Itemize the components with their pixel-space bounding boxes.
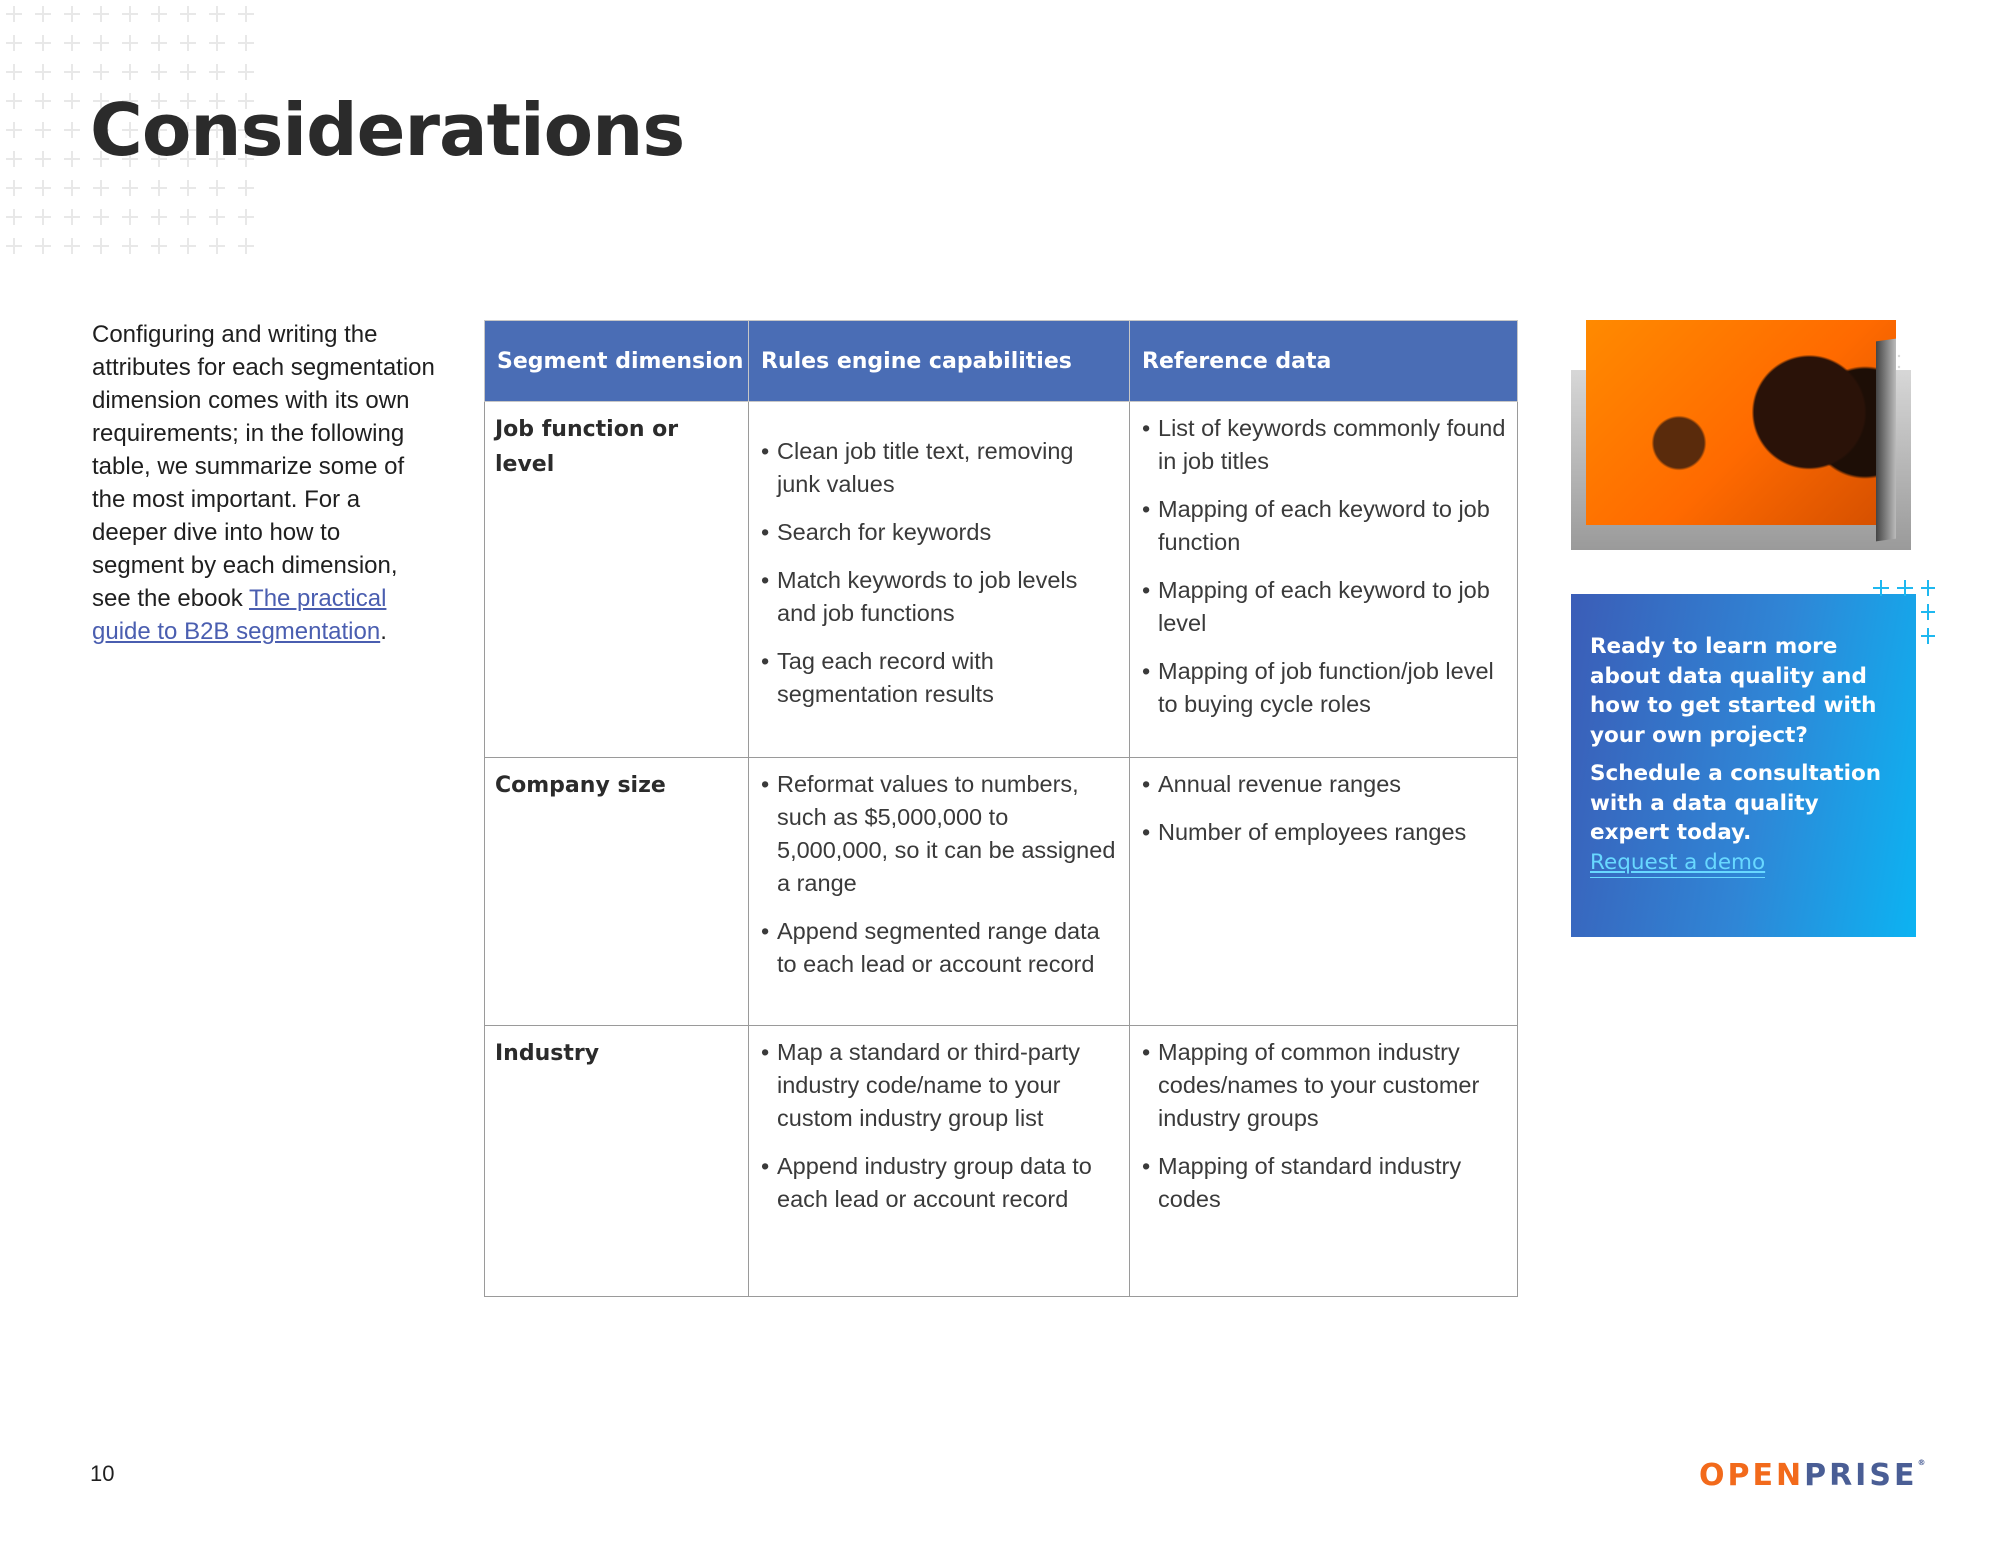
cta-heading: Ready to learn more about data quality and how to get started with your own project? bbox=[1590, 634, 1877, 748]
row-capabilities bbox=[749, 758, 1130, 1026]
list-item: • Annual revenue ranges bbox=[1140, 768, 1507, 801]
list-item: • Mapping of each keyword to job level bbox=[1140, 574, 1507, 640]
intro-paragraph bbox=[92, 318, 437, 648]
row-dimension: Company size bbox=[485, 758, 749, 1026]
plus-mark bbox=[6, 6, 22, 22]
plus-mark bbox=[35, 35, 51, 51]
plus-mark bbox=[151, 35, 167, 51]
plus-mark bbox=[209, 180, 225, 196]
page-number: 10 bbox=[90, 1461, 115, 1486]
row-dimension: Job function or level bbox=[485, 402, 749, 758]
photo-frame-edge bbox=[1876, 339, 1896, 542]
plus-mark bbox=[64, 209, 80, 225]
plus-mark bbox=[151, 238, 167, 254]
plus-mark bbox=[180, 180, 196, 196]
plus-mark bbox=[93, 238, 109, 254]
plus-mark bbox=[238, 180, 254, 196]
cta-plus-decoration bbox=[1865, 576, 1935, 646]
list-item: • Append segmented range data to each lead or account record bbox=[759, 915, 1119, 981]
list-item: • Clean job title text, removing junk values bbox=[759, 435, 1119, 501]
logo-registered-mark: ® bbox=[1917, 1458, 1929, 1467]
table-row bbox=[485, 1026, 1518, 1297]
intro-trailing: . bbox=[380, 618, 387, 645]
list-item: • Mapping of standard industry codes bbox=[1140, 1150, 1507, 1216]
row-reference bbox=[1130, 402, 1518, 758]
logo-part-prise: PRISE bbox=[1804, 1458, 1918, 1493]
plus-mark bbox=[93, 6, 109, 22]
list-item: • Search for keywords bbox=[759, 516, 1119, 549]
plus-mark bbox=[238, 238, 254, 254]
plus-mark bbox=[6, 64, 22, 80]
table-row bbox=[485, 758, 1518, 1026]
openprise-logo bbox=[1699, 1458, 1928, 1493]
page-title: Considerations bbox=[90, 88, 685, 172]
plus-mark bbox=[93, 64, 109, 80]
list-item: • Match keywords to job levels and job functions bbox=[759, 564, 1119, 630]
plus-mark bbox=[93, 180, 109, 196]
plus-mark bbox=[180, 209, 196, 225]
plus-mark bbox=[122, 35, 138, 51]
plus-mark bbox=[6, 93, 22, 109]
plus-mark bbox=[64, 64, 80, 80]
ebook-link[interactable]: The practical guide to B2B segmentation bbox=[92, 585, 387, 645]
table-row bbox=[485, 402, 1518, 758]
request-demo-link[interactable]: Request a demo bbox=[1590, 849, 1765, 878]
plus-mark bbox=[209, 35, 225, 51]
plus-mark bbox=[35, 6, 51, 22]
plus-mark bbox=[64, 180, 80, 196]
plus-mark bbox=[180, 35, 196, 51]
plus-mark bbox=[6, 209, 22, 225]
plus-mark bbox=[35, 238, 51, 254]
plus-mark bbox=[238, 209, 254, 225]
plus-mark bbox=[238, 64, 254, 80]
plus-mark bbox=[180, 238, 196, 254]
list-item: • Mapping of each keyword to job function bbox=[1140, 493, 1507, 559]
plus-mark bbox=[93, 209, 109, 225]
plus-mark bbox=[64, 122, 80, 138]
team-photo bbox=[1571, 320, 1911, 552]
plus-mark bbox=[93, 35, 109, 51]
plus-mark bbox=[151, 209, 167, 225]
row-dimension: Industry bbox=[485, 1026, 749, 1297]
plus-mark bbox=[122, 209, 138, 225]
plus-mark bbox=[122, 180, 138, 196]
plus-mark bbox=[6, 35, 22, 51]
plus-mark bbox=[64, 151, 80, 167]
plus-mark bbox=[209, 6, 225, 22]
plus-mark bbox=[35, 93, 51, 109]
list-item: • Append industry group data to each lead or account record bbox=[759, 1150, 1119, 1216]
plus-mark bbox=[64, 35, 80, 51]
list-item: • Mapping of job function/job level to buying cycle roles bbox=[1140, 655, 1507, 721]
plus-mark bbox=[209, 64, 225, 80]
plus-mark bbox=[151, 6, 167, 22]
plus-mark bbox=[122, 64, 138, 80]
plus-mark bbox=[209, 209, 225, 225]
plus-mark bbox=[122, 6, 138, 22]
plus-mark bbox=[35, 209, 51, 225]
plus-mark bbox=[35, 64, 51, 80]
plus-mark bbox=[122, 238, 138, 254]
plus-mark bbox=[180, 64, 196, 80]
plus-mark bbox=[238, 35, 254, 51]
list-item: • Mapping of common industry codes/names to your customer industry groups bbox=[1140, 1036, 1507, 1135]
plus-mark bbox=[6, 238, 22, 254]
intro-text: Configuring and writing the attributes for each segmentation dimension comes with its own requirements; in the following table, we summarize some of the most important. For a deeper dive into how to segment by each dimension, see the ebook bbox=[92, 321, 435, 612]
team-photo-image bbox=[1586, 320, 1896, 525]
list-item: • List of keywords commonly found in job titles bbox=[1140, 412, 1507, 478]
row-reference bbox=[1130, 1026, 1518, 1297]
cta-body: Schedule a consultation with a data quality expert today. bbox=[1590, 761, 1882, 845]
plus-mark bbox=[151, 180, 167, 196]
table-header-row bbox=[485, 321, 1518, 402]
plus-mark bbox=[35, 180, 51, 196]
segmentation-table bbox=[484, 320, 1518, 1297]
plus-mark bbox=[209, 238, 225, 254]
logo-part-open: OPEN bbox=[1699, 1458, 1805, 1493]
header-reference-data: Reference data bbox=[1130, 321, 1518, 402]
list-item: • Number of employees ranges bbox=[1140, 816, 1507, 849]
header-rules-engine: Rules engine capabilities bbox=[749, 321, 1130, 402]
row-capabilities bbox=[749, 402, 1130, 758]
plus-mark bbox=[35, 151, 51, 167]
plus-mark bbox=[238, 6, 254, 22]
plus-mark bbox=[64, 6, 80, 22]
plus-mark bbox=[180, 6, 196, 22]
plus-mark bbox=[151, 64, 167, 80]
row-reference bbox=[1130, 758, 1518, 1026]
plus-mark bbox=[6, 151, 22, 167]
list-item: • Map a standard or third-party industry code/name to your custom industry group list bbox=[759, 1036, 1119, 1135]
header-segment-dimension: Segment dimension bbox=[485, 321, 749, 402]
plus-mark bbox=[64, 93, 80, 109]
plus-mark bbox=[6, 180, 22, 196]
list-item: • Reformat values to numbers, such as $5,000,000 to 5,000,000, so it can be assigned a range bbox=[759, 768, 1119, 900]
plus-mark bbox=[35, 122, 51, 138]
row-capabilities bbox=[749, 1026, 1130, 1297]
list-item: • Tag each record with segmentation results bbox=[759, 645, 1119, 711]
plus-mark bbox=[6, 122, 22, 138]
plus-mark bbox=[64, 238, 80, 254]
